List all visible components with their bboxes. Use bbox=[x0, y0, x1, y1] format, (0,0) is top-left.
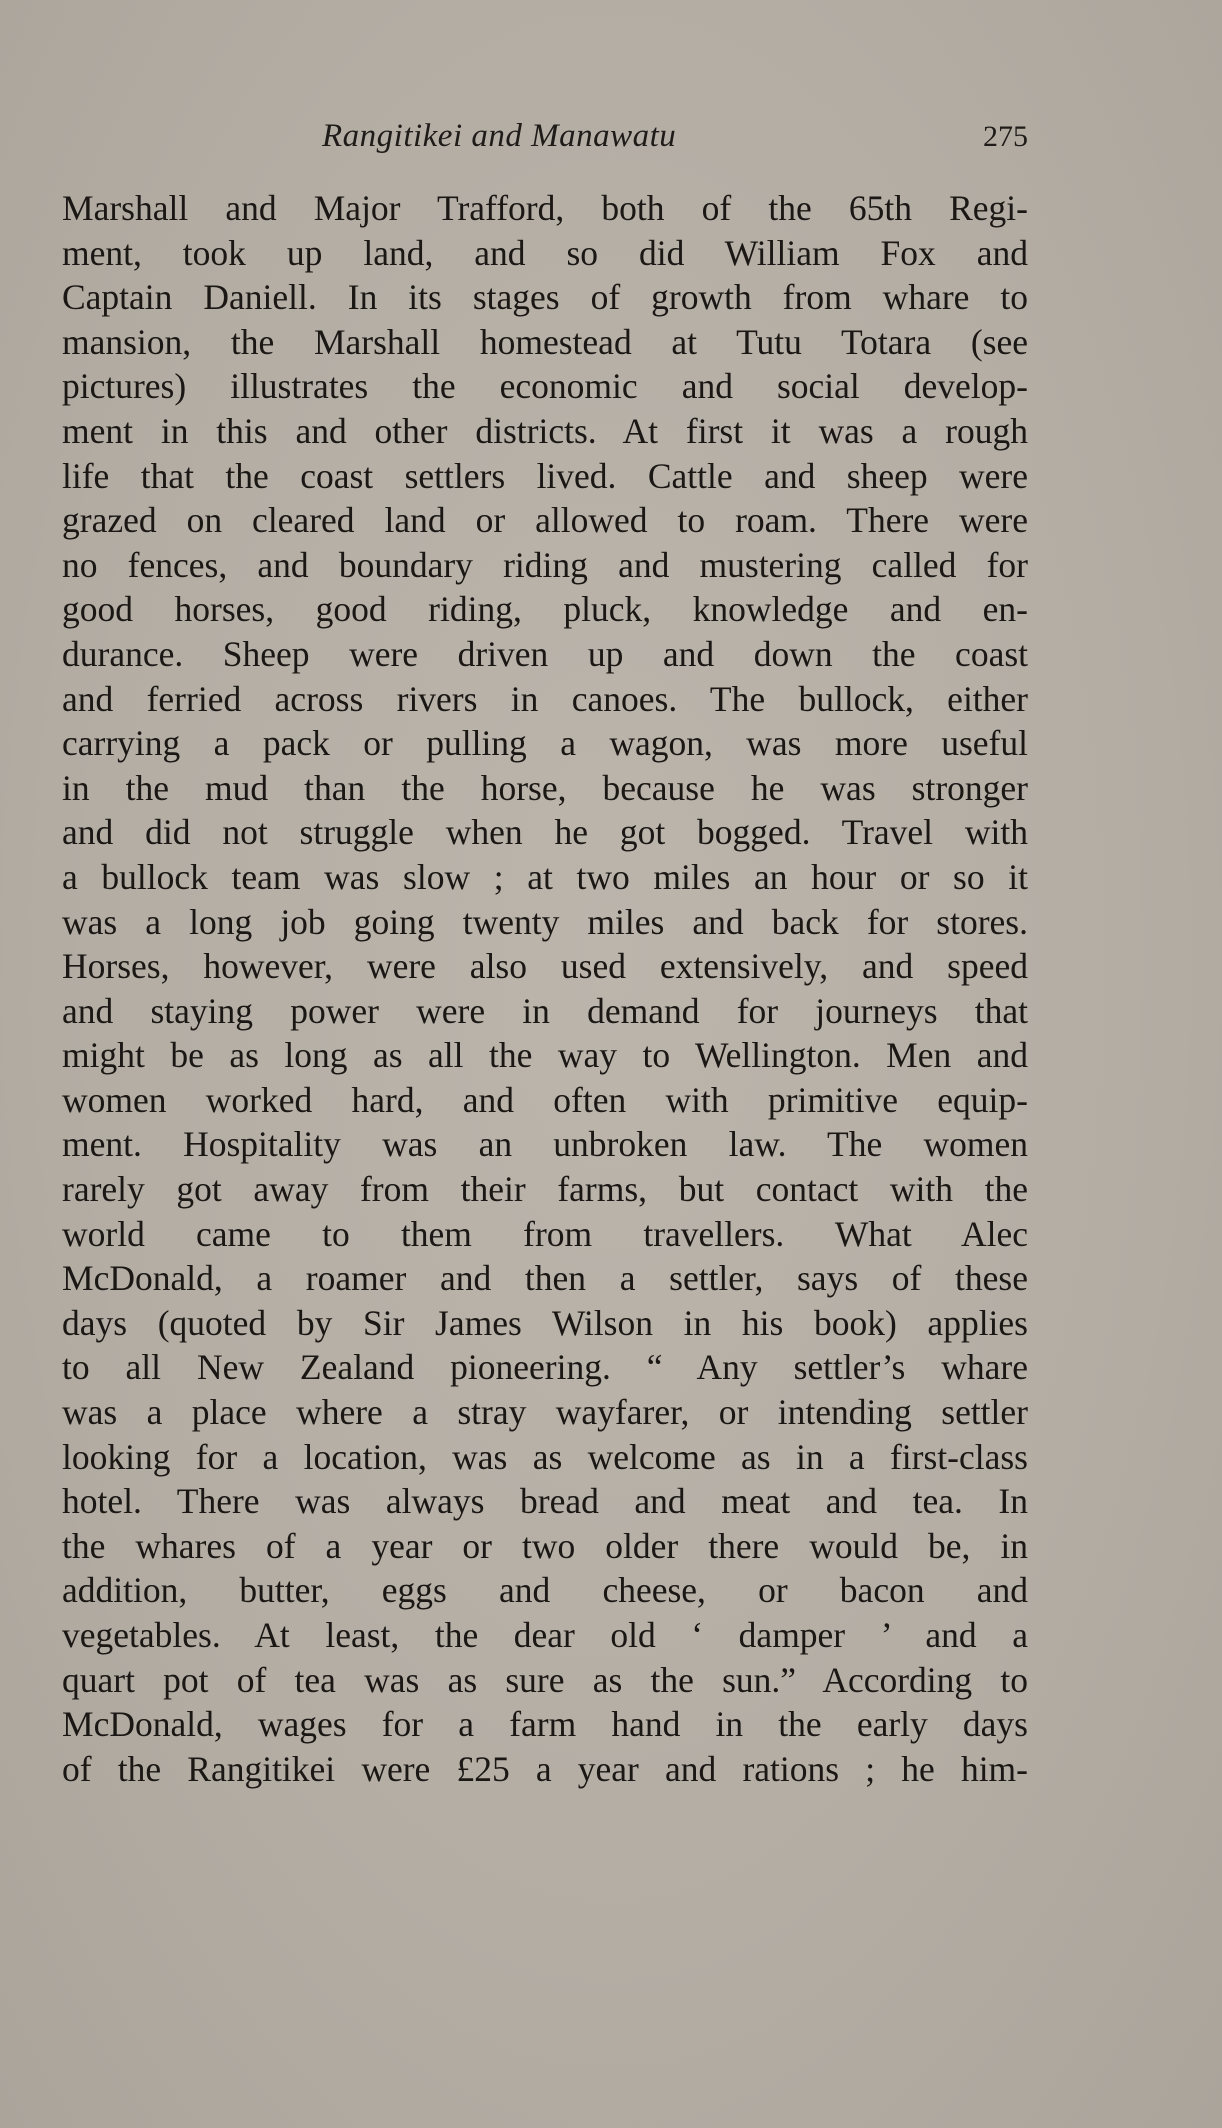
body-paragraph bbox=[62, 186, 1028, 1791]
text-line: days (quoted by Sir James Wilson in his book) applies bbox=[62, 1302, 1028, 1343]
text-line: ment. Hospitality was an unbroken law. The women bbox=[62, 1124, 1028, 1165]
text-line: McDonald, wages for a farm hand in the early days bbox=[62, 1704, 1028, 1745]
text-line: ment, took up land, and so did William Fox and bbox=[62, 232, 1028, 273]
page-number: 275 bbox=[983, 120, 1028, 153]
text-line: rarely got away from their farms, but contact with the bbox=[62, 1169, 1028, 1210]
text-line: no fences, and boundary riding and mustering called for bbox=[62, 544, 1028, 585]
running-title: Rangitikei and Manawatu bbox=[322, 118, 677, 154]
text-line: women worked hard, and often with primitive equip- bbox=[62, 1079, 1028, 1120]
text-line: durance. Sheep were driven up and down the coast bbox=[62, 633, 1028, 674]
text-line: and ferried across rivers in canoes. The bullock, either bbox=[62, 678, 1028, 719]
text-line: good horses, good riding, pluck, knowledge and en- bbox=[62, 589, 1028, 630]
text-line: and did not struggle when he got bogged. Travel with bbox=[62, 812, 1028, 853]
text-line: to all New Zealand pioneering. “ Any settler’s whare bbox=[62, 1347, 1028, 1388]
text-line: the whares of a year or two older there would be, in bbox=[62, 1525, 1028, 1566]
text-line: world came to them from travellers. What Alec bbox=[62, 1213, 1028, 1254]
text-line: mansion, the Marshall homestead at Tutu Totara (see bbox=[62, 321, 1028, 362]
text-line: and staying power were in demand for journeys that bbox=[62, 990, 1028, 1031]
text-line: pictures) illustrates the economic and social develop- bbox=[62, 366, 1028, 407]
text-line: was a long job going twenty miles and back for stores. bbox=[62, 901, 1028, 942]
text-line: Horses, however, were also used extensively, and speed bbox=[62, 946, 1028, 987]
page-header bbox=[62, 118, 1028, 162]
text-line: of the Rangitikei were £25 a year and rations ; he him- bbox=[62, 1748, 1028, 1789]
text-line: looking for a location, was as welcome as in a first-class bbox=[62, 1436, 1028, 1477]
text-line: was a place where a stray wayfarer, or intending settler bbox=[62, 1392, 1028, 1433]
text-line: Captain Daniell. In its stages of growth from whare to bbox=[62, 277, 1028, 318]
text-line: addition, butter, eggs and cheese, or bacon and bbox=[62, 1570, 1028, 1611]
text-line: quart pot of tea was as sure as the sun.” According to bbox=[62, 1659, 1028, 1700]
text-line: vegetables. At least, the dear old ‘ damper ’ and a bbox=[62, 1615, 1028, 1655]
text-line: Marshall and Major Trafford, both of the 65th Regi- bbox=[62, 188, 1028, 228]
text-line: hotel. There was always bread and meat and tea. In bbox=[62, 1481, 1028, 1522]
text-line: might be as long as all the way to Wellington. Men and bbox=[62, 1035, 1028, 1076]
text-line: McDonald, a roamer and then a settler, says of these bbox=[62, 1258, 1028, 1299]
text-line: ment in this and other districts. At first it was a rough bbox=[62, 410, 1028, 451]
text-line: carrying a pack or pulling a wagon, was more useful bbox=[62, 723, 1028, 764]
text-line: life that the coast settlers lived. Cattle and sheep were bbox=[62, 455, 1028, 496]
text-line: a bullock team was slow ; at two miles an hour or so it bbox=[62, 856, 1028, 897]
text-line: grazed on cleared land or allowed to roam. There were bbox=[62, 500, 1028, 541]
text-line: in the mud than the horse, because he was stronger bbox=[62, 767, 1028, 808]
